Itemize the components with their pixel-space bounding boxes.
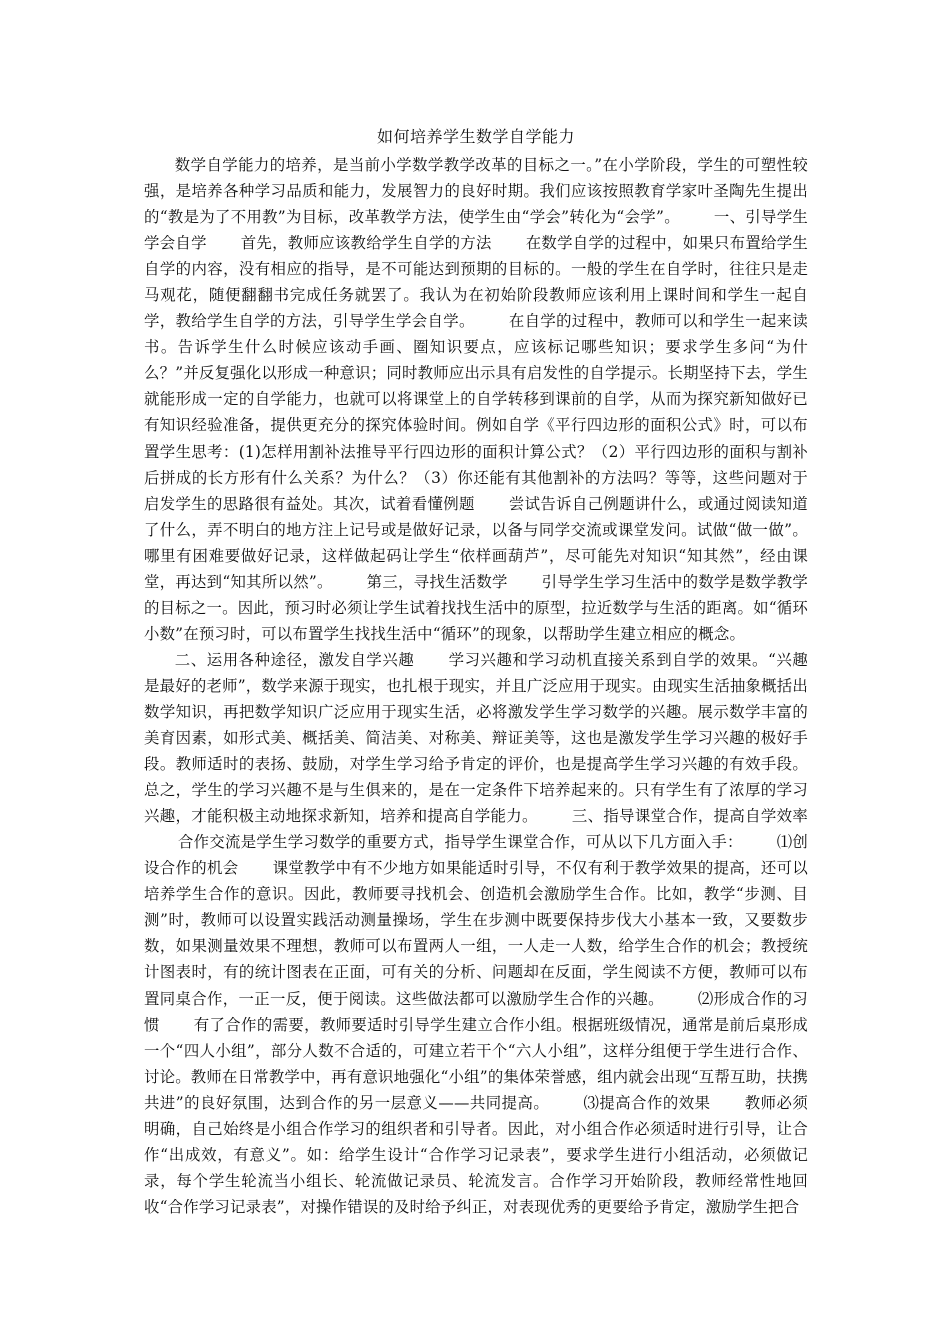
paragraph-2-habit-text: 有了合作的需要，教师要适时引导学生建立合作小组。根据班级情况，通常是前后桌形成一个“四人小组”，部分人数不合适的，可建立若干个“六人小组”，这样分组便于学生进行合作、讨论。教师在日常教学中，再有意识地强化“小组”的集体荣誉感，组内就会出现“互帮互助，扶携共进”的良好氛围，达到合作的另一层意义——共同提高。 [144, 1015, 808, 1112]
paragraph-2-cooperation-intro: 合作交流是学生学习数学的重要方式，指导学生课堂合作，可从以下几方面入手： [177, 833, 743, 852]
paragraph-1 [144, 152, 808, 647]
paragraph-2-opportunity-text: 课堂教学中有不少地方如果能适时引导，不仅有利于教学效果的提高，还可以培养学生合作的意识。因此，教师要寻找机会、创造机会激励学生合作。比如，教学“步测、目测”时，教师可以设置实践活动测量操场，学生在步测中既要保持步伐大小基本一致，又要数步数，如果测量效果不理想，教师可以布置两人一组，一人走一人数，给学生合作的机会；教授统计图表时，有的统计图表在正面，可有关的分析、问题却在反面，学生阅读不方便，教师可以布置同桌合作，一正一反，便于阅读。这些做法都可以激励学生合作的兴趣。 [144, 859, 808, 1008]
heading-stimulate-interest: 二、运用各种途径，激发自学兴趣 [174, 650, 415, 669]
paragraph-2 [144, 647, 808, 1220]
paragraph-1-intro: 数学自学能力的培养，是当前小学数学教学改革的目标之一。”在小学阶段，学生的可塑性较强，是培养各种学习品质和能力，发展智力的良好时期。我们应该按照教育学家叶圣陶先生提出的“教是为了不用教”为目标，改革教学方法，使学生由“学会”转化为“会学”。 [144, 156, 808, 227]
paragraph-1-life-math-text: 引导学生学习生活中的数学是数学教学的目标之一。因此，预习时必须让学生试着找找生活中的原型，拉近数学与生活的距离。如“循环小数”在预习时，可以布置学生找找生活中“循环”的现象，以帮助学生建立相应的概念。 [144, 572, 808, 643]
document-title: 如何培养学生数学自学能力 [376, 127, 575, 146]
subheading-teach-methods: 首先，教师应该教给学生自学的方法 [240, 234, 492, 253]
paragraph-2-effect-text: 教师必须明确，自己始终是小组合作学习的组织者和引导者。因此，对小组合作必须适时进行引导，让合作“出成效，有意义”。如：给学生设计“合作学习记录表”，要求学生进行小组活动，必须做记录，每个学生轮流当小组长、轮流做记录员、轮流发言。合作学习开始阶段，教师经常性地回收“合作学习记录表”，对操作错误的及时给予纠正，对表现优秀的更要给予肯定，激励学生把合 [144, 1093, 808, 1216]
paragraph-1-reading-text: 在自学的过程中，教师可以和学生一起来读书。告诉学生什么时候应该动手画、圈知识要点，应该标记哪些知识；要求学生多问“为什么？”并反复强化以形成一种意识；同时教师应出示具有启发性的自学提示。长期坚持下去，学生就能形成一定的自学能力，也就可以将课堂上的自学转移到课前的自学，从而为探究新知做好已有知识经验准备，提供更充分的探究体验时间。例如自学《平行四边形的面积公式》时，可以布置学生思考：(1)怎样用割补法推导平行四边形的面积计算公式？（2）平行四边形的面积与割补后拼成的长方形有什么关系？为什么？（3）你还能有其他割补的方法吗？等等，这些问题对于启发学生的思路很有益处。其次，试着看懂例题 [144, 312, 808, 513]
subheading-form-habit: ⑵形成合作的习惯 [144, 989, 808, 1034]
paragraph-1-examples-text: 尝试告诉自己例题讲什么，或通过阅读知道了什么，弄不明白的地方注上记号或是做好记录，以备与同学交流或课堂发问。试做“做一做”。哪里有困难要做好记录，这样做起码让学生“依样画葫芦”，尽可能先对知识“知其然”，经由课堂，再达到“知其所以然”。 [144, 494, 808, 591]
subheading-improve-effect: ⑶提高合作的效果 [583, 1093, 711, 1112]
heading-classroom-cooperation: 三、指导课堂合作，提高自学效率 [571, 807, 808, 826]
paragraph-1-methods-text: 在数学自学的过程中，如果只布置给学生自学的内容，没有相应的指导，是不可能达到预期的目标的。一般的学生在自学时，往往只是走马观花，随便翻翻书完成任务就罢了。我认为在初始阶段教师应该利用上课时间和学生一起自学，教给学生自学的方法，引导学生学会自学。 [144, 234, 809, 331]
document-content [144, 124, 808, 1220]
heading-guide-self-study: 一、引导学生学会自学 [144, 208, 809, 253]
subheading-create-opportunity: ⑴创设合作的机会 [144, 833, 809, 878]
subheading-life-math: 第三，寻找生活数学 [366, 572, 508, 591]
paragraph-2-interest-text: 学习兴趣和学习动机直接关系到自学的效果。“兴趣是最好的老师”，数学来源于现实，也扎根于现实，并且广泛应用于现实。由现实生活抽象概括出数学知识，再把数学知识广泛应用于现实生活，必将激发学生学习数学的兴趣。展示数学丰富的美育因素，如形式美、概括美、简洁美、对称美、辩证美等，这也是激发学生学习兴趣的极好手段。教师适时的表扬、鼓励，对学生学习给予肯定的评价，也是提高学生学习兴趣的有效手段。总之，学生的学习兴趣不是与生俱来的，是在一定条件下培养起来的。只有学生有了浓厚的学习兴趣，才能积极主动地探求新知，培养和提高自学能力。 [144, 650, 808, 826]
